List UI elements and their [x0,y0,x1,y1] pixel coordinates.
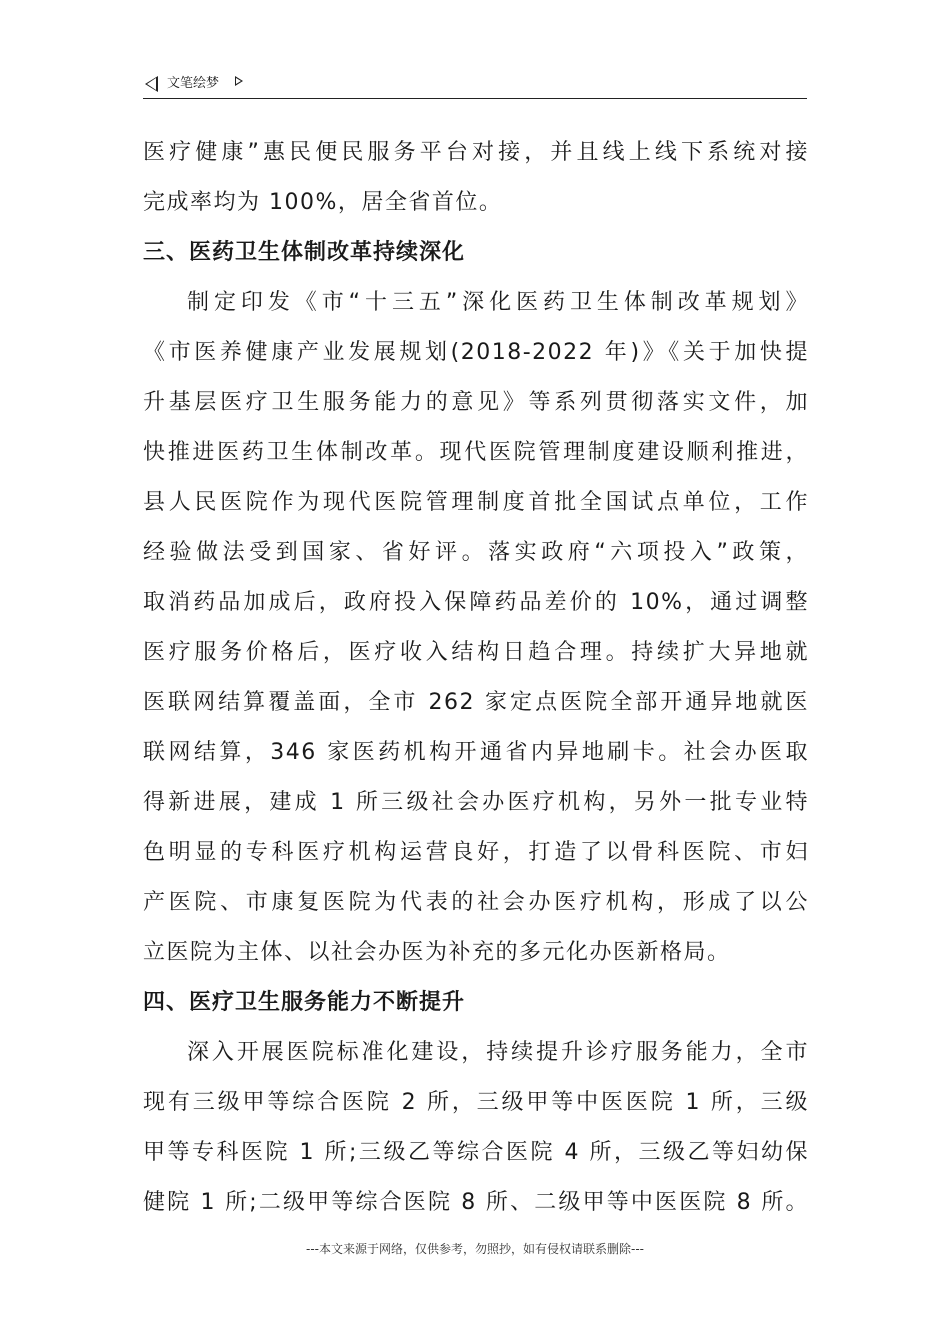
text-line: 《市医养健康产业发展规划(2018-2022 年)》《关于加快提 [143,340,809,365]
text-line: 得新进展，建成 1 所三级社会办医疗机构，另外一批专业特 [143,790,809,815]
section-heading: 四、医疗卫生服务能力不断提升 [143,990,466,1015]
text-line: 医联网结算覆盖面，全市 262 家定点医院全部开通异地就医 [143,690,809,715]
page-header [143,72,807,99]
text-line: 经验做法受到国家、省好评。落实政府“六项投入”政策， [143,540,809,565]
text-line: 健院 1 所;二级甲等综合医院 8 所、二级甲等中医医院 8 所。 [143,1190,809,1215]
text-line: 快推进医药卫生体制改革。现代医院管理制度建设顺利推进， [143,440,809,465]
text-line: 制定印发《市“十三五”深化医药卫生体制改革规划》 [187,290,809,315]
triangle-right-icon [235,76,243,86]
text-line: 联网结算，346 家医药机构开通省内异地刷卡。社会办医取 [143,740,809,765]
text-line: 甲等专科医院 1 所;三级乙等综合医院 4 所，三级乙等妇幼保 [143,1140,809,1165]
text-line: 医疗健康”惠民便民服务平台对接，并且线上线下系统对接 [143,140,809,165]
document-body [143,128,809,1228]
text-line: 深入开展医院标准化建设，持续提升诊疗服务能力，全市 [187,1040,809,1065]
text-line: 色明显的专科医疗机构运营良好，打造了以骨科医院、市妇 [143,840,809,865]
text-line: 产医院、市康复医院为代表的社会办医疗机构，形成了以公 [143,890,809,915]
triangle-left-icon [145,76,158,92]
text-line: 现有三级甲等综合医院 2 所，三级甲等中医医院 1 所，三级 [143,1090,809,1115]
header-brand: 文笔绘梦 [167,76,220,91]
text-line: 取消药品加成后，政府投入保障药品差价的 10%，通过调整 [143,590,809,615]
text-line: 立医院为主体、以社会办医为补充的多元化办医新格局。 [143,940,731,965]
page-footer: ---本文来源于网络，仅供参考，勿照抄，如有侵权请联系删除--- [306,1242,644,1256]
text-line: 县人民医院作为现代医院管理制度首批全国试点单位，工作 [143,490,809,515]
text-line: 医疗服务价格后，医疗收入结构日趋合理。持续扩大异地就 [143,640,809,665]
text-line: 升基层医疗卫生服务能力的意见》等系列贯彻落实文件，加 [143,390,809,415]
section-heading: 三、医药卫生体制改革持续深化 [143,240,466,265]
text-line: 完成率均为 100%，居全省首位。 [143,190,503,215]
